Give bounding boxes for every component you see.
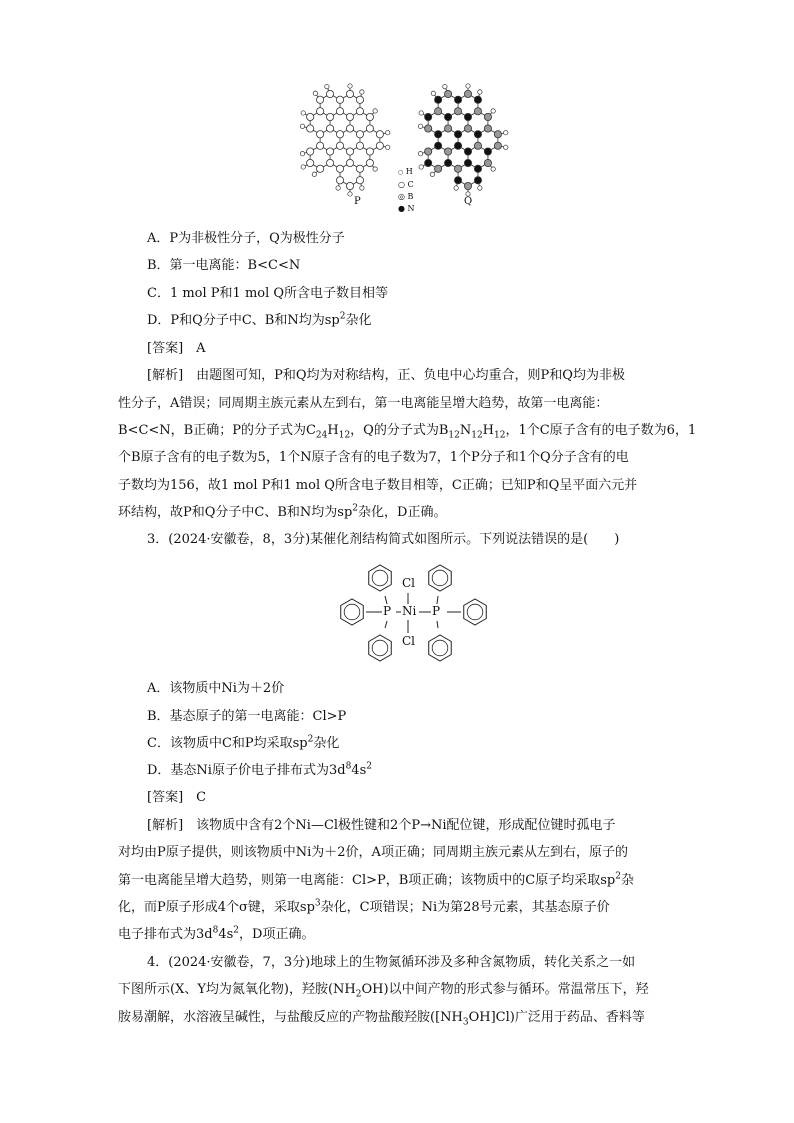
q2-analysis-line-4: 个B原子含有的电子数为5，1个N原子含有的电子数为7，1个P分子和1个Q分子含有的电 bbox=[118, 450, 629, 465]
legend-h: ○ H bbox=[398, 167, 413, 176]
q3-option-b: B．基态原子的第一电离能：Cl>P bbox=[147, 709, 347, 724]
legend-n: ● N bbox=[398, 204, 415, 213]
molecule-figure-p-q bbox=[0, 0, 794, 230]
p-right-label: P bbox=[432, 604, 441, 618]
q3-option-a: A．该物质中Ni为＋2价 bbox=[147, 681, 285, 696]
q3-answer: [答案] C bbox=[147, 790, 207, 805]
q3-analysis-line-1: [解析] 该物质中含有2个Ni—Cl极性键和2个P→Ni配位键，形成配位键时孤电子 bbox=[147, 818, 616, 833]
molecule-q-label: Q bbox=[464, 196, 473, 207]
ni-label: Ni bbox=[402, 604, 417, 618]
q3-stem: 3．(2024·安徽卷，8，3分)某催化剂结构简式如图所示。下列说法错误的是( ) bbox=[147, 532, 620, 547]
q3-analysis-line-4: 化，而P原子形成4个σ键，采取$sp^3$杂化，C项错误；Ni为第28号元素，其基态原子价 bbox=[118, 898, 610, 915]
q2-analysis-line-2: 性分子，A错误；同周期主族元素从左到右，第一电离能呈增大趋势，故第一电离能： bbox=[118, 396, 609, 411]
q2-option-c: C．1 mol P和1 mol Q所含电子数目相等 bbox=[147, 286, 389, 301]
q3-option-d: D．基态Ni原子价电子排布式为$3d^84s^2$ bbox=[147, 761, 372, 778]
q2-analysis-line-1: [解析] 由题图可知，P和Q均为对称结构，正、负电中心均重合，则P和Q均为非极 bbox=[147, 368, 625, 383]
q2-option-d: D．P和Q分子中C、B和N均为$sp^2$杂化 bbox=[147, 311, 372, 328]
q2-option-b: B．第一电离能：B<C<N bbox=[147, 258, 301, 273]
legend-c: ○ C bbox=[398, 180, 414, 189]
cl-bottom-label: Cl bbox=[402, 634, 416, 648]
cl-top-label: Cl bbox=[402, 576, 416, 590]
p-left-label: P bbox=[383, 604, 392, 618]
q4-stem-line-2: 下图所示(X、Y均为氮氧化物)，羟胺$(NH_2OH)$以中间产物的形式参与循环。常温常压下，羟 bbox=[118, 982, 649, 1000]
q4-stem-line-1: 4．(2024·安徽卷，7，3分)地球上的生物氮循环涉及多种含氮物质，转化关系之一如 bbox=[147, 955, 636, 970]
q4-stem-line-3: 胺易潮解，水溶液呈碱性，与盐酸反应的产物盐酸羟胺$([NH_3OH]Cl)$广泛用于药品、香料等 bbox=[118, 1010, 645, 1028]
legend-b: ◎ B bbox=[398, 192, 414, 201]
molecule-p-label: P bbox=[354, 196, 361, 207]
q2-answer: [答案] A bbox=[147, 341, 206, 356]
q3-analysis-line-3: 第一电离能呈增大趋势，则第一电离能：Cl>P，B项正确；该物质中的C原子均采取$sp^2$杂 bbox=[118, 871, 634, 888]
element-legend bbox=[398, 166, 415, 215]
q3-option-c: C．该物质中C和P均采取$sp^2$杂化 bbox=[147, 734, 340, 751]
q2-analysis-line-3: B<C<N，B正确；P的分子式为$C_{24}H_{12}$，Q的分子式为$B_{12}N_{12}H_{12}$，1个C原子含有的电子数为6，1 bbox=[118, 423, 697, 441]
q3-analysis-line-2: 对均由P原子提供，则该物质中Ni为＋2价，A项正确；同周期主族元素从左到右，原子的 bbox=[118, 845, 628, 860]
q3-analysis-line-5: 电子排布式为$3d^84s^2$，D项正确。 bbox=[118, 925, 315, 942]
q2-option-a: A．P为非极性分子，Q为极性分子 bbox=[147, 231, 345, 246]
q2-analysis-line-5: 子数均为156，故1 mol P和1 mol Q所含电子数目相等，C正确；已知P和Q呈平面六元并 bbox=[118, 478, 638, 493]
q2-analysis-line-6: 环结构，故P和Q分子中C、B和N均为$sp^2$杂化，D正确。 bbox=[118, 503, 447, 520]
